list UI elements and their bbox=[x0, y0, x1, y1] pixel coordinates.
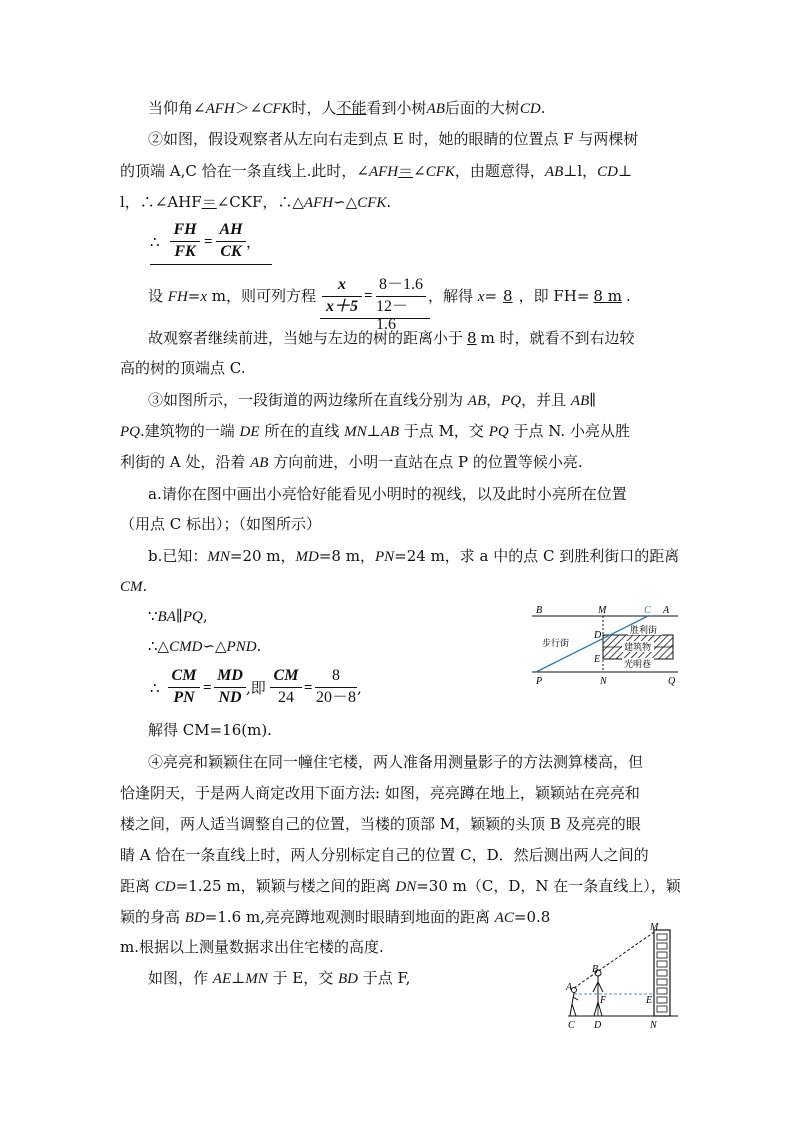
underline-rule bbox=[320, 318, 430, 319]
math-var: AB bbox=[544, 164, 564, 180]
numerator: AH bbox=[219, 221, 243, 238]
text: 看到小树 bbox=[366, 99, 427, 117]
line-20: ④亮亮和颖颖住在同一幢住宅楼，两人准备用测量影子的方法测算楼高，但 bbox=[148, 753, 644, 771]
label-E: E bbox=[646, 995, 653, 1006]
sight-line-am bbox=[574, 930, 657, 988]
line-14: b.已知：MN=20 m，MD=8 m，PN=24 m，求 a 中的点 C 到胜利街口的距离 bbox=[148, 547, 680, 565]
math-var: CD bbox=[597, 164, 618, 180]
equals-sign: = bbox=[204, 234, 213, 250]
line-7: 故观察者继续前进，当她与左边的树的距离小于 8 m 时，就看不到右边较 bbox=[148, 329, 635, 347]
label-B: B bbox=[536, 605, 543, 616]
fraction-cm-pn: CM PN bbox=[168, 667, 200, 707]
label-jian-zhu-wu: 建筑物 bbox=[624, 642, 652, 652]
label-M: M bbox=[650, 922, 659, 933]
math-var: AFH bbox=[368, 164, 399, 180]
label-D: D bbox=[594, 630, 602, 641]
line-5-suffix: ， bbox=[246, 233, 262, 251]
answer-blank: ＝ bbox=[201, 193, 217, 211]
line-6-suffix: ，解得 x= 8 ，即 FH= 8 m . bbox=[428, 287, 631, 305]
person-a-head bbox=[572, 988, 577, 993]
text: ∠CKF，∴△ bbox=[216, 193, 304, 211]
line-25: 颖的身高 BD=1.6 m,亮亮蹲地观测时眼睛到地面的距离 AC=0.8 bbox=[120, 908, 551, 926]
line-1 bbox=[148, 98, 546, 119]
label-N: N bbox=[650, 1020, 657, 1030]
line-13: （用点 C 标出）；（如图所示） bbox=[120, 515, 322, 533]
label-M: M bbox=[598, 605, 607, 616]
label-bu-xing-jie: 步行街 bbox=[542, 638, 570, 648]
line-18-mid: ,即 bbox=[246, 679, 266, 697]
text: ∠ bbox=[413, 162, 426, 180]
underline-rule bbox=[150, 264, 272, 265]
line-11: 利街的 A 处，沿着 AB 方向前进，小明一直站在点 P 的位置等候小亮. bbox=[120, 453, 583, 471]
text: l，∴∠AHF bbox=[120, 193, 202, 211]
denominator: CK bbox=[220, 243, 242, 260]
line-22: 楼之间，两人适当调整自己的位置，当楼的顶部 M，颖颖的头顶 B 及亮亮的眼 bbox=[120, 815, 641, 833]
denominator: x＋5 bbox=[325, 298, 358, 315]
label-guang-ming-xiang: 光明巷 bbox=[624, 659, 652, 669]
label-P: P bbox=[536, 676, 543, 686]
fraction-fh-fk bbox=[170, 221, 200, 261]
line-19: 解得 CM=16(m). bbox=[148, 721, 272, 739]
line-17: ∴△CMD∽△PND. bbox=[148, 637, 262, 655]
street-diagram bbox=[528, 598, 688, 686]
line-23: 睛 A 恰在一条直线上时，两人分别标定自己的位置 C，D．然后测出两人之间的 bbox=[120, 846, 649, 864]
line-9: ③如图所示，一段街道的两边缘所在直线分别为 AB，PQ，并且 AB∥ bbox=[148, 391, 597, 409]
denominator: FK bbox=[174, 243, 196, 260]
numerator: FH bbox=[173, 221, 197, 238]
label-Q: Q bbox=[668, 676, 676, 686]
label-sheng-li-jie: 胜利街 bbox=[630, 625, 658, 635]
line-27: 如图，作 AE⊥MN 于 E，交 BD 于点 F, bbox=[148, 969, 411, 987]
text: . bbox=[540, 99, 546, 117]
line-24: 距离 CD=1.25 m，颖颖与楼之间的距离 DN=30 m（C，D，N 在一条直线上），颖 bbox=[120, 877, 681, 895]
math-var: AFH bbox=[205, 101, 235, 117]
fraction-x-xplus5 bbox=[322, 276, 362, 316]
label-B: B bbox=[592, 964, 599, 975]
text: 当仰角∠ bbox=[148, 99, 206, 117]
denominator: 12－1.6 bbox=[376, 298, 409, 333]
text: ⊥l， bbox=[563, 162, 598, 180]
label-N: N bbox=[600, 676, 607, 686]
label-C: C bbox=[644, 605, 651, 616]
text: 时，人 bbox=[291, 99, 337, 117]
math-var: CFK bbox=[425, 164, 455, 180]
equals-sign: = bbox=[304, 680, 313, 696]
answer-blank: 不能 bbox=[336, 99, 367, 117]
equals-sign: = bbox=[203, 680, 212, 696]
math-var: CD bbox=[519, 101, 541, 117]
line-18-prefix: ∴ bbox=[150, 679, 160, 697]
line-3 bbox=[120, 161, 632, 182]
text: 后面的大树 bbox=[444, 99, 520, 117]
math-var: AB bbox=[426, 101, 445, 117]
line-26: m.根据以上测量数据求出住宅楼的高度. bbox=[120, 938, 384, 956]
fraction-md-nd: MD ND bbox=[214, 667, 246, 707]
text: ⊥ bbox=[618, 162, 633, 180]
label-A: A bbox=[663, 605, 670, 616]
text: 的顶端 A,C 恰在一条直线上.此时，∠ bbox=[120, 162, 369, 180]
text: ＞∠ bbox=[234, 99, 263, 117]
line-12: a.请你在图中画出小亮恰好能看见小明时的视线，以及此时小亮所在位置 bbox=[148, 485, 627, 503]
line-15: CM. bbox=[120, 577, 148, 595]
label-E: E bbox=[594, 654, 601, 665]
line-2: ②如图，假设观察者从左向右走到点 E 时，她的眼睛的位置点 F 与两棵树 bbox=[148, 130, 639, 148]
line-6: 设 FH=x m，则可列方程 bbox=[148, 287, 317, 305]
line-5-prefix: ∴ bbox=[150, 233, 160, 251]
building-diagram bbox=[562, 922, 680, 1030]
fraction-8-12: 8 20－8 bbox=[315, 667, 356, 706]
text: ∽△ bbox=[333, 193, 358, 211]
answer-blank: ＝ bbox=[398, 162, 414, 180]
fraction-8-1.6 bbox=[376, 276, 426, 334]
label-F: F bbox=[600, 995, 607, 1006]
numerator: 8－1.6 bbox=[378, 276, 423, 293]
label-D: D bbox=[594, 1020, 602, 1030]
math-var: AFH bbox=[303, 195, 334, 211]
line-18-suffix: , bbox=[357, 679, 362, 697]
fraction-ah-ck bbox=[216, 221, 246, 261]
fraction-cm-24: CM 24 bbox=[270, 667, 302, 707]
line-16: ∵BA∥PQ, bbox=[148, 607, 208, 625]
math-var: CFK bbox=[262, 101, 292, 117]
label-A: A bbox=[566, 982, 573, 993]
line-21: 恰逢阴天，于是两人商定改用下面方法: 如图，亮亮蹲在地上，颖颖站在亮亮和 bbox=[120, 784, 640, 802]
math-var: CFK bbox=[357, 195, 387, 211]
person-a-body bbox=[570, 993, 578, 1016]
text: . bbox=[386, 193, 392, 211]
line-4 bbox=[120, 192, 391, 213]
equals-sign: = bbox=[364, 288, 373, 304]
text: ，由题意得， bbox=[454, 162, 545, 180]
label-C: C bbox=[568, 1020, 575, 1030]
line-10: PQ.建筑物的一端 DE 所在的直线 MN⊥AB 于点 M，交 PQ 于点 N. 小亮从胜 bbox=[120, 422, 630, 440]
line-8: 高的树的顶端点 C. bbox=[120, 359, 246, 377]
numerator: x bbox=[338, 276, 346, 293]
